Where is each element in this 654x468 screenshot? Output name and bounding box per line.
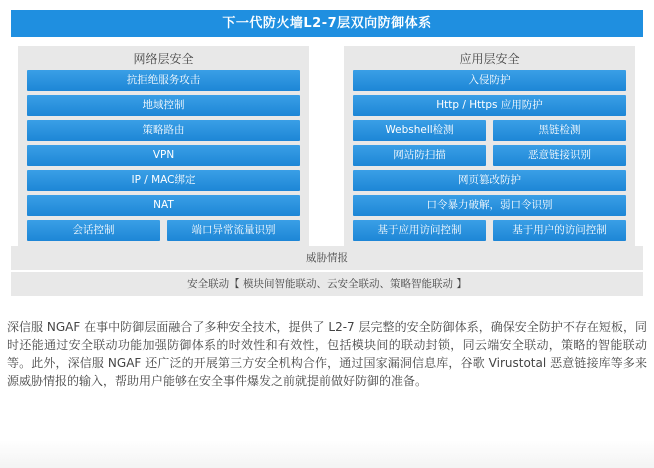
app-item-blacklink: 黑链检测: [493, 120, 626, 141]
app-item-ips: 入侵防护: [353, 70, 626, 91]
app-item-malicious-link: 恶意链接识别: [493, 145, 626, 166]
diagram-title: 下一代防火墙L2-7层双向防御体系: [11, 10, 643, 37]
app-item-app-access: 基于应用访问控制: [353, 220, 486, 241]
security-linkage-bar: 安全联动【 模块间智能联动、云安全联动、策略智能联动 】: [11, 272, 643, 296]
application-layer-panel: [344, 46, 635, 246]
net-item-anti-ddos: 抗拒绝服务攻击: [27, 70, 300, 91]
network-layer-panel: [18, 46, 309, 246]
net-item-nat: NAT: [27, 195, 300, 216]
app-item-tamper: 网页篡改防护: [353, 170, 626, 191]
app-item-bruteforce: 口令暴力破解，弱口令识别: [353, 195, 626, 216]
network-layer-title: 网络层安全: [133, 52, 194, 66]
bottom-fade: [0, 440, 654, 468]
net-item-port-anomaly: 端口异常流量识别: [167, 220, 300, 241]
threat-intel-bar: 威胁情报: [11, 246, 643, 270]
app-item-anti-scan: 网站防扫描: [353, 145, 486, 166]
net-item-geo-control: 地域控制: [27, 95, 300, 116]
app-item-user-access: 基于用户的访问控制: [493, 220, 626, 241]
description-paragraph: 深信服 NGAF 在事中防御层面融合了多种安全技术，提供了 L2-7 层完整的安全防御体系，确保安全防护不存在短板，同时还能通过安全联动功能加强防御体系的时效性和有效性，包括模块间的联动封锁，同云端安全联动，策略的智能联动等。此外，深信服 NGAF 还广泛的开展第三方安全机构合作，通过国家漏洞信息库，谷歌 Virustotal 恶意链接库等多来源威胁情报的输入，帮助用户能够在安全事件爆发之前就提前做好防御的准备。: [7, 320, 647, 388]
net-item-session-control: 会话控制: [27, 220, 160, 241]
net-item-vpn: VPN: [27, 145, 300, 166]
app-item-webshell: Webshell检测: [353, 120, 486, 141]
app-item-http-protect: Http / Https 应用防护: [353, 95, 626, 116]
net-item-policy-routing: 策略路由: [27, 120, 300, 141]
defense-architecture-diagram: [11, 10, 643, 300]
application-layer-title: 应用层安全: [459, 52, 520, 66]
net-item-ip-mac: IP / MAC绑定: [27, 170, 300, 191]
